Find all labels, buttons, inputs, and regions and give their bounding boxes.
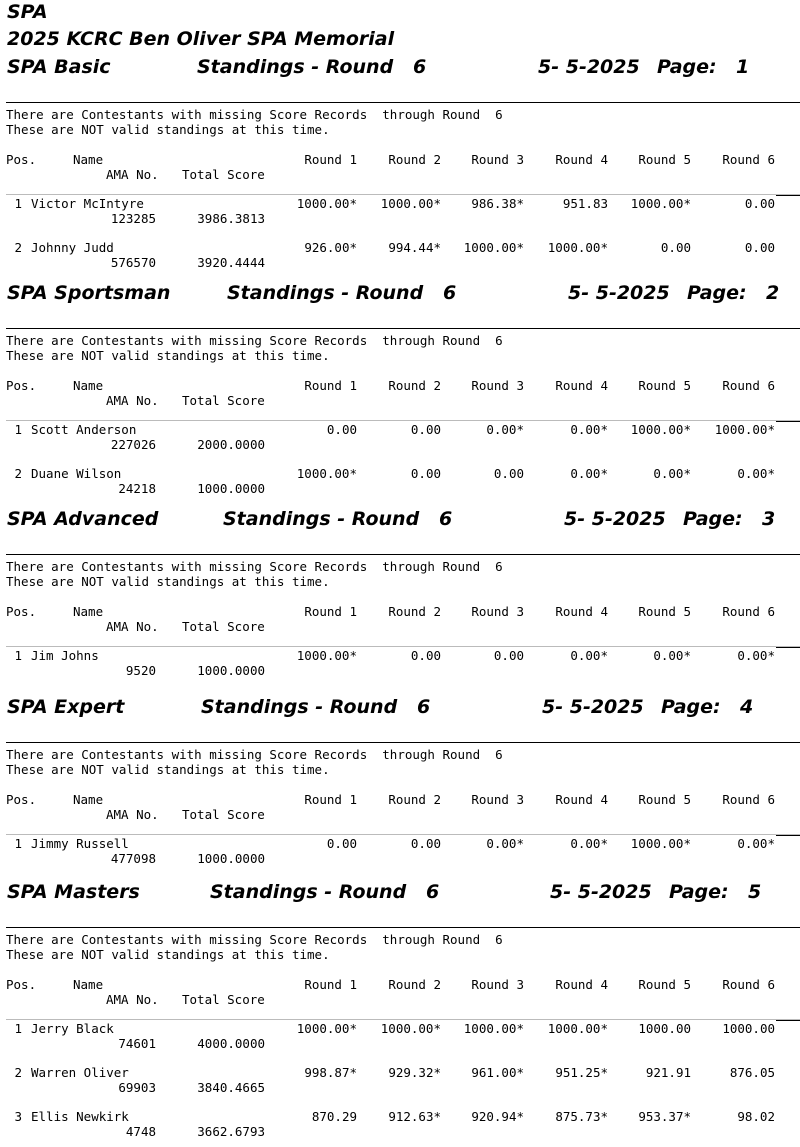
ama-header: AMA No.	[106, 167, 159, 182]
ama-number: 9520	[125, 663, 156, 678]
round-score: 921.91	[645, 1065, 691, 1080]
section-rule	[6, 742, 800, 743]
report-date: 5- 5-2025	[564, 508, 666, 530]
round-score: 1000.00*	[296, 648, 357, 663]
contestant-name: Jimmy Russell	[31, 836, 129, 851]
round-header: Round 1	[304, 977, 357, 992]
round-score: 0.00	[493, 648, 524, 663]
ama-number: 69903	[118, 1080, 156, 1095]
contestant-name: Victor McIntyre	[31, 196, 144, 211]
round-header: Round 1	[304, 792, 357, 807]
round-score: 926.00*	[304, 240, 357, 255]
round-score: 0.00	[410, 422, 441, 437]
name-header: Name	[73, 378, 104, 393]
round-score: 0.00	[744, 240, 775, 255]
section-rule	[6, 102, 800, 103]
round-score: 0.00	[744, 196, 775, 211]
round-header: Round 4	[555, 792, 608, 807]
standings-round: Standings - Round 6	[201, 696, 431, 718]
header-rule	[6, 646, 800, 647]
round-header: Round 1	[304, 604, 357, 619]
report-date: 5- 5-2025	[542, 696, 644, 718]
warning-text: There are Contestants with missing Score Records through Round 6	[6, 932, 503, 947]
round-header: Round 3	[471, 604, 524, 619]
round-score: 1000.00*	[463, 240, 524, 255]
round-score: 994.44*	[388, 240, 441, 255]
pos-header: Pos.	[6, 378, 37, 393]
event-title: 2025 KCRC Ben Oliver SPA Memorial	[7, 28, 395, 50]
ama-header: AMA No.	[106, 619, 159, 634]
round-score: 0.00	[660, 240, 691, 255]
row-position: 1	[14, 196, 22, 211]
total-score: 1000.0000	[197, 481, 265, 496]
round-header: Round 6	[722, 378, 775, 393]
round-score: 1000.00*	[296, 1021, 357, 1036]
round-score: 1000.00*	[630, 836, 691, 851]
row-position: 1	[14, 836, 22, 851]
round-header: Round 6	[722, 792, 775, 807]
round-score: 0.00	[326, 422, 357, 437]
ama-number: 24218	[118, 481, 156, 496]
round-score: 1000.00	[722, 1021, 775, 1036]
round-score: 1000.00*	[547, 240, 608, 255]
header-rule	[6, 834, 800, 835]
total-score: 3840.4665	[197, 1080, 265, 1095]
round-score: 0.00*	[737, 836, 775, 851]
round-score: 929.32*	[388, 1065, 441, 1080]
contestant-name: Scott Anderson	[31, 422, 137, 437]
round-score: 0.00	[326, 836, 357, 851]
contestant-name: Johnny Judd	[31, 240, 114, 255]
ama-number: 227026	[110, 437, 156, 452]
round-score: 0.00*	[570, 648, 608, 663]
row-position: 2	[14, 466, 22, 481]
header-rule-end	[776, 421, 800, 422]
page-number: 4	[740, 696, 754, 718]
class-name: SPA Basic	[7, 56, 111, 78]
contestant-name: Ellis Newkirk	[31, 1109, 129, 1124]
round-score: 951.25*	[555, 1065, 608, 1080]
round-score: 953.37*	[638, 1109, 691, 1124]
total-score: 3920.4444	[197, 255, 265, 270]
report-title: SPA	[7, 1, 48, 23]
page-number: 5	[748, 881, 762, 903]
header-rule-end	[776, 835, 800, 836]
round-score: 876.05	[729, 1065, 775, 1080]
total-score: 1000.0000	[197, 851, 265, 866]
ama-number: 576570	[110, 255, 156, 270]
round-header: Round 6	[722, 152, 775, 167]
report-date: 5- 5-2025	[538, 56, 640, 78]
round-header: Round 4	[555, 378, 608, 393]
round-header: Round 2	[388, 152, 441, 167]
round-score: 951.83	[562, 196, 608, 211]
round-score: 1000.00*	[714, 422, 775, 437]
name-header: Name	[73, 977, 104, 992]
ama-header: AMA No.	[106, 393, 159, 408]
round-score: 0.00*	[653, 466, 691, 481]
total-score: 1000.0000	[197, 663, 265, 678]
warning-text: These are NOT valid standings at this time.	[6, 762, 330, 777]
ama-number: 477098	[110, 851, 156, 866]
page-label: Page:	[687, 282, 747, 304]
class-section	[0, 880, 800, 1139]
page-number: 1	[736, 56, 750, 78]
warning-text: These are NOT valid standings at this time.	[6, 348, 330, 363]
round-score: 0.00*	[570, 422, 608, 437]
page-label: Page:	[683, 508, 743, 530]
total-score: 4000.0000	[197, 1036, 265, 1051]
class-name: SPA Masters	[7, 881, 140, 903]
round-score: 986.38*	[471, 196, 524, 211]
round-score: 912.63*	[388, 1109, 441, 1124]
class-name: SPA Expert	[7, 696, 125, 718]
section-rule	[6, 927, 800, 928]
contestant-name: Jim Johns	[31, 648, 99, 663]
total-score: 3986.3813	[197, 211, 265, 226]
round-score: 961.00*	[471, 1065, 524, 1080]
warning-text: These are NOT valid standings at this time.	[6, 122, 330, 137]
contestant-name: Jerry Black	[31, 1021, 114, 1036]
round-header: Round 5	[638, 378, 691, 393]
report-date: 5- 5-2025	[550, 881, 652, 903]
row-position: 1	[14, 648, 22, 663]
ama-number: 123285	[110, 211, 156, 226]
round-score: 0.00*	[570, 836, 608, 851]
round-header: Round 3	[471, 378, 524, 393]
round-score: 1000.00*	[296, 196, 357, 211]
standings-round: Standings - Round 6	[210, 881, 440, 903]
header-rule-end	[776, 195, 800, 196]
round-score: 0.00*	[486, 836, 524, 851]
round-header: Round 5	[638, 792, 691, 807]
round-score: 1000.00*	[296, 466, 357, 481]
round-header: Round 2	[388, 977, 441, 992]
round-header: Round 4	[555, 977, 608, 992]
round-score: 0.00*	[570, 466, 608, 481]
pos-header: Pos.	[6, 977, 37, 992]
pos-header: Pos.	[6, 604, 37, 619]
ama-number: 4748	[125, 1124, 156, 1139]
round-score: 0.00	[493, 466, 524, 481]
class-section	[0, 281, 800, 507]
round-score: 0.00	[410, 836, 441, 851]
round-header: Round 1	[304, 378, 357, 393]
section-rule	[6, 328, 800, 329]
total-header: Total Score	[182, 807, 265, 822]
round-header: Round 3	[471, 792, 524, 807]
warning-text: There are Contestants with missing Score Records through Round 6	[6, 747, 503, 762]
total-header: Total Score	[182, 619, 265, 634]
row-position: 1	[14, 422, 22, 437]
round-score: 1000.00*	[547, 1021, 608, 1036]
round-header: Round 6	[722, 977, 775, 992]
round-header: Round 5	[638, 977, 691, 992]
round-score: 1000.00*	[463, 1021, 524, 1036]
round-header: Round 3	[471, 152, 524, 167]
total-score: 3662.6793	[197, 1124, 265, 1139]
round-score: 1000.00*	[630, 196, 691, 211]
header-rule	[6, 194, 800, 195]
round-header: Round 5	[638, 604, 691, 619]
total-header: Total Score	[182, 167, 265, 182]
section-rule	[6, 554, 800, 555]
round-score: 875.73*	[555, 1109, 608, 1124]
round-score: 0.00	[410, 648, 441, 663]
round-score: 98.02	[737, 1109, 775, 1124]
name-header: Name	[73, 792, 104, 807]
round-score: 998.87*	[304, 1065, 357, 1080]
name-header: Name	[73, 604, 104, 619]
round-header: Round 4	[555, 604, 608, 619]
round-score: 870.29	[311, 1109, 357, 1124]
round-score: 0.00*	[653, 648, 691, 663]
round-score: 0.00	[410, 466, 441, 481]
ama-header: AMA No.	[106, 807, 159, 822]
round-score: 1000.00*	[380, 1021, 441, 1036]
warning-text: There are Contestants with missing Score Records through Round 6	[6, 559, 503, 574]
page-number: 2	[766, 282, 780, 304]
warning-text: These are NOT valid standings at this time.	[6, 947, 330, 962]
ama-header: AMA No.	[106, 992, 159, 1007]
round-score: 0.00*	[486, 422, 524, 437]
warning-text: There are Contestants with missing Score Records through Round 6	[6, 107, 503, 122]
page-label: Page:	[669, 881, 729, 903]
round-header: Round 2	[388, 604, 441, 619]
round-header: Round 2	[388, 792, 441, 807]
total-header: Total Score	[182, 992, 265, 1007]
round-header: Round 3	[471, 977, 524, 992]
round-score: 1000.00*	[630, 422, 691, 437]
header-rule	[6, 420, 800, 421]
class-name: SPA Advanced	[7, 508, 159, 530]
round-header: Round 4	[555, 152, 608, 167]
standings-round: Standings - Round 6	[197, 56, 427, 78]
class-section	[0, 55, 800, 281]
ama-number: 74601	[118, 1036, 156, 1051]
standings-round: Standings - Round 6	[227, 282, 457, 304]
total-header: Total Score	[182, 393, 265, 408]
row-position: 3	[14, 1109, 22, 1124]
contestant-name: Duane Wilson	[31, 466, 122, 481]
round-header: Round 5	[638, 152, 691, 167]
header-rule	[6, 1019, 800, 1020]
name-header: Name	[73, 152, 104, 167]
round-header: Round 2	[388, 378, 441, 393]
warning-text: There are Contestants with missing Score Records through Round 6	[6, 333, 503, 348]
pos-header: Pos.	[6, 792, 37, 807]
page-number: 3	[762, 508, 776, 530]
round-header: Round 6	[722, 604, 775, 619]
class-name: SPA Sportsman	[7, 282, 171, 304]
header-rule-end	[776, 1020, 800, 1021]
round-score: 0.00*	[737, 648, 775, 663]
header-rule-end	[776, 647, 800, 648]
total-score: 2000.0000	[197, 437, 265, 452]
standings-round: Standings - Round 6	[223, 508, 453, 530]
round-header: Round 1	[304, 152, 357, 167]
round-score: 920.94*	[471, 1109, 524, 1124]
pos-header: Pos.	[6, 152, 37, 167]
round-score: 1000.00	[638, 1021, 691, 1036]
warning-text: These are NOT valid standings at this time.	[6, 574, 330, 589]
round-score: 0.00*	[737, 466, 775, 481]
row-position: 2	[14, 1065, 22, 1080]
row-position: 1	[14, 1021, 22, 1036]
page-label: Page:	[661, 696, 721, 718]
report-date: 5- 5-2025	[568, 282, 670, 304]
round-score: 1000.00*	[380, 196, 441, 211]
page-label: Page:	[657, 56, 717, 78]
row-position: 2	[14, 240, 22, 255]
contestant-name: Warren Oliver	[31, 1065, 129, 1080]
